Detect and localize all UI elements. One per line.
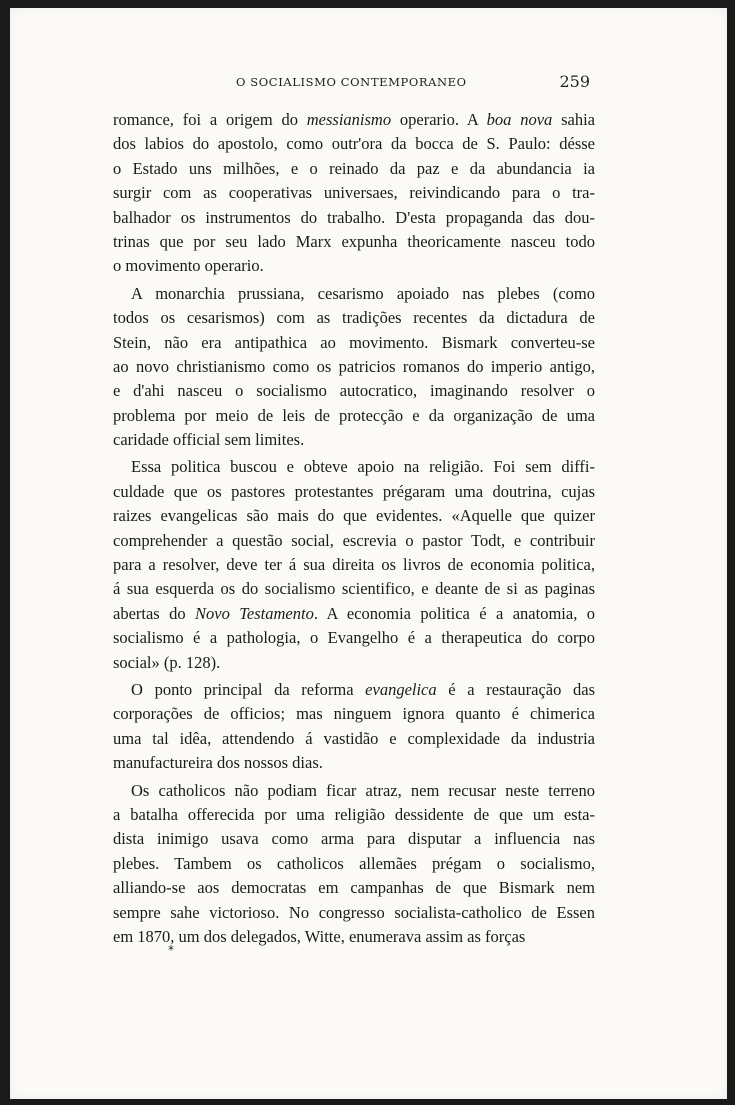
text-line: social» (p. 128). [113, 652, 221, 672]
text-line: manufactureira dos nossos dias. [113, 753, 323, 773]
text-line: todos os cesarismos) com as tradições recentes da dictadura de [113, 308, 595, 328]
paragraph [113, 779, 595, 950]
text-line: corporações de officios; mas ninguem ignora quanto é chimerica [113, 704, 595, 724]
text-line: e d'ahi nasceu o socialismo autocratico, imaginando resolver o [113, 381, 595, 401]
text-line: surgir com as cooperativas universaes, reivindicando para o tra- [113, 183, 595, 203]
text-line: balhador os instrumentos do trabalho. D'esta propaganda das dou- [113, 207, 595, 227]
body-text [113, 108, 595, 949]
text-line: dista inimigo usava como arma para disputar a influencia nas [113, 829, 595, 849]
text-line: Essa politica buscou e obteve apoio na religião. Foi sem diffi- [131, 457, 595, 477]
text-line: O ponto principal da reforma evangelica é a restauração das [131, 679, 595, 699]
text-line: comprehender a questão social, escrevia o pastor Todt, e contribuir [113, 530, 595, 550]
text-line: ao novo christianismo como os patricios romanos do imperio antigo, [113, 356, 595, 376]
text-line: em 1870, um dos delegados, Witte, enumerava assim as forças [113, 926, 526, 946]
text-line: para a resolver, deve ter á sua direita os livros de economia politica, [113, 555, 595, 575]
text-line: uma tal idêa, attendendo á vastidão e complexidade da industria [113, 728, 595, 748]
text-line: o movimento operario. [113, 256, 264, 276]
paragraph [113, 108, 595, 279]
running-title: O SOCIALISMO CONTEMPORANEO [236, 75, 467, 89]
text-line: raizes evangelicas são mais do que evidentes. «Aquelle que quizer [113, 506, 595, 526]
italic-text: Novo Testamento [195, 603, 314, 623]
italic-text: boa nova [486, 110, 553, 129]
page-header [108, 72, 590, 94]
text-line: sempre sahe victorioso. No congresso socialista-catholico de Essen [113, 902, 595, 922]
text-line: á sua esquerda os do socialismo scientifico, e deante de si as paginas [113, 579, 595, 599]
text-line: culdade que os pastores protestantes prégaram uma doutrina, cujas [113, 481, 595, 501]
text-line: caridade official sem limites. [113, 430, 305, 450]
text-line: a batalha offerecida por uma religião dessidente de que um esta- [113, 804, 595, 824]
text-line: A monarchia prussiana, cesarismo apoiado nas plebes (como [131, 283, 595, 303]
footer-mark: * [168, 943, 174, 957]
paragraph [113, 282, 595, 453]
text-line: abertas do Novo Testamento. A economia politica é a anatomia, o [113, 603, 595, 623]
text-line: Os catholicos não podiam ficar atraz, nem recusar neste terreno [131, 780, 595, 800]
italic-text: evangelica [365, 679, 437, 699]
text-line: problema por meio de leis de protecção e da organização de uma [113, 405, 595, 425]
page-number: 259 [559, 72, 590, 91]
text-line: socialismo é a pathologia, o Evangelho é a therapeutica do corpo [113, 628, 595, 648]
text-line: o Estado uns milhões, e o reinado da paz e da abundancia ia [113, 158, 595, 178]
paragraph [113, 455, 595, 675]
text-line: romance, foi a origem do messianismo operario. A boa nova sahia [113, 110, 595, 129]
text-line: trinas que por seu lado Marx expunha theoricamente nasceu todo [113, 231, 595, 251]
text-line: Stein, não era antipathica ao movimento. Bismark converteu-se [113, 332, 595, 352]
book-page [10, 8, 727, 1099]
text-line: alliando-se aos democratas em campanhas de que Bismark nem [113, 878, 595, 898]
paragraph [113, 678, 595, 776]
italic-text: messianismo [306, 110, 392, 129]
text-line: dos labios do apostolo, como outr'ora da bocca de S. Paulo: désse [113, 134, 595, 154]
text-line: plebes. Tambem os catholicos allemães prégam o socialismo, [113, 853, 595, 873]
